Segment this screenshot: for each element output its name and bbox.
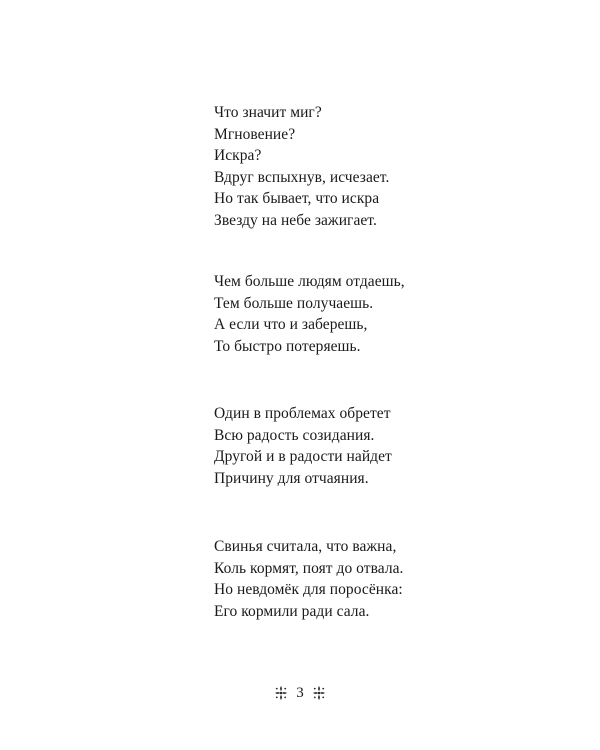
poem-stanza xyxy=(214,271,405,357)
poem-line: Другой и в радости найдет xyxy=(214,448,392,466)
page-number: 3 xyxy=(296,685,304,701)
poem-line: Но невдомёк для поросёнка: xyxy=(214,581,403,599)
poem-line: Чем больше людям отдаешь, xyxy=(214,273,405,290)
poem-line: Но так бывает, что искра xyxy=(214,190,380,208)
poem-line: Вдруг вспыхнув, исчезает. xyxy=(214,168,390,186)
poem-stanza xyxy=(214,102,389,232)
poem-line: А если что и заберешь, xyxy=(214,316,368,334)
poem-line: Причину для отчаяния. xyxy=(214,469,369,487)
poem-line: Что значит миг? xyxy=(214,104,322,121)
page-footer xyxy=(0,685,600,701)
poem-line: Мгновение? xyxy=(214,125,296,143)
poem-line: Искра? xyxy=(214,147,262,165)
floral-ornament-icon xyxy=(312,685,326,701)
poem-line: Коль кормят, поят до отвала. xyxy=(214,559,404,577)
poem-line: Всю радость созидания. xyxy=(214,426,375,444)
poem-line: Свинья считала, что важна, xyxy=(214,538,397,555)
floral-ornament-icon xyxy=(274,685,288,701)
poem-line: Тем больше получаешь. xyxy=(214,294,374,312)
poem-line: Звезду на небе зажигает. xyxy=(214,211,377,229)
poem-line: То быстро потеряешь. xyxy=(214,337,361,355)
poem-stanza xyxy=(214,403,392,489)
poem-stanza xyxy=(214,536,403,622)
poem-line: Один в проблемах обретет xyxy=(214,405,391,422)
poem-line: Его кормили ради сала. xyxy=(214,602,370,620)
